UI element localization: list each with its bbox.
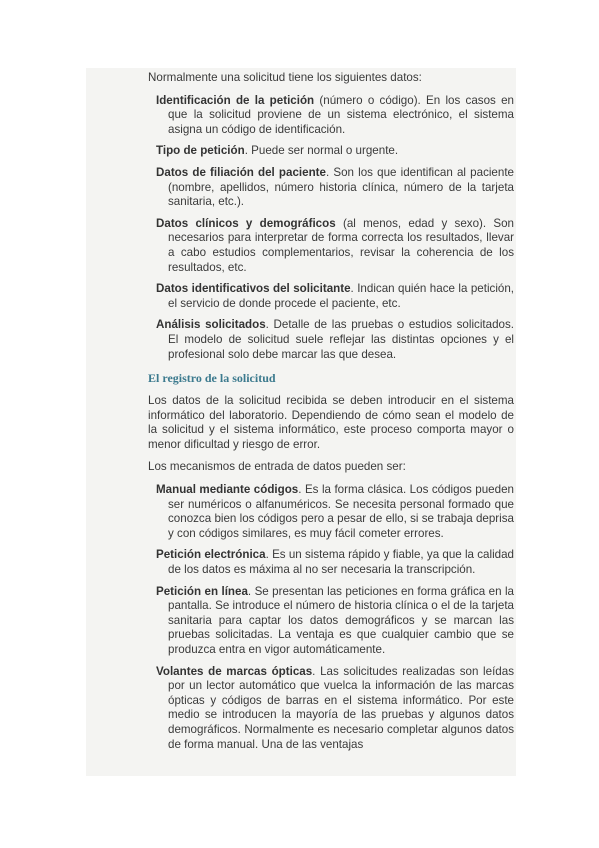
list-item xyxy=(156,282,514,311)
item-term: Datos clínicos y demográficos xyxy=(156,216,336,230)
list-item xyxy=(156,166,514,210)
list-item xyxy=(156,217,514,275)
item-separator: . xyxy=(265,548,273,562)
item-description: Es la forma clásica. Los códigos pueden ser numéricos o alfanuméricos. Se necesita personal formado que conozca bien los códigos pero a pesar de ello, si se trabaja deprisa y con códigos similares, es muy fácil cometer errores. xyxy=(168,483,514,540)
item-term: Análisis solicitados xyxy=(156,318,266,332)
request-data-list xyxy=(148,94,514,363)
item-term: Tipo de petición xyxy=(156,144,245,158)
item-separator: . xyxy=(265,318,274,332)
document-body xyxy=(148,71,514,759)
item-separator: . xyxy=(325,165,334,179)
list-item xyxy=(156,144,514,159)
item-separator: . xyxy=(244,144,252,158)
list-item xyxy=(156,483,514,541)
item-description: Las solicitudes realizadas son leídas por un lector automático que vuelca la información de las marcas ópticas y códigos de barras en el sistema informático. Por este medio se introducen la mayoría de las pruebas y algunos datos demográficos. Normalmente es necesario completar algunos datos de forma manual. Una de las ventajas xyxy=(168,664,514,751)
item-description: Puede ser normal o urgente. xyxy=(251,144,399,158)
item-term: Volantes de marcas ópticas xyxy=(156,664,313,678)
list-item xyxy=(156,585,514,658)
item-description: Es un sistema rápido y fiable, ya que la calidad de los datos es máxima al no ser necesaria la transcripción. xyxy=(168,548,514,577)
item-separator: . xyxy=(298,483,305,497)
list-item xyxy=(156,94,514,138)
item-term: Datos de filiación del paciente xyxy=(156,165,326,179)
item-description: (al menos, edad y sexo). Son necesarios para interpretar de forma correcta los resultados, llevar a cabo estudios complementarios, revisar la coherencia de los resultados, etc. xyxy=(168,216,514,274)
item-term: Petición en línea xyxy=(156,584,248,598)
intro-paragraph: Normalmente una solicitud tiene los siguientes datos: xyxy=(148,71,422,84)
input-mechanisms-list xyxy=(148,483,514,752)
item-description: Son los que identifican al paciente (nombre, apellidos, número historia clínica, número de la tarjeta sanitaria, etc.). xyxy=(168,165,515,209)
list-item xyxy=(156,665,514,753)
item-description: Se presentan las peticiones en forma gráfica en la pantalla. Se introduce el número de historia clínica o el de la tarjeta sanitaria para captar los datos demográficos y se marcan las pruebas solicitadas. La ventaja es que cualquier cambio que se produzca entra en vigor automáticamente. xyxy=(168,584,514,656)
item-description: Indican quién hace la petición, el servicio de donde procede el paciente, etc. xyxy=(168,282,515,310)
section-heading: El registro de la solicitud xyxy=(148,371,276,386)
item-description: (número o código). En los casos en que la solicitud proviene de un sistema electrónico, el sistema asigna un código de identificación. xyxy=(168,93,514,136)
item-separator xyxy=(336,217,343,230)
item-separator: . xyxy=(312,664,321,678)
list-item xyxy=(156,548,514,577)
item-term: Petición electrónica xyxy=(156,548,266,562)
item-term: Manual mediante códigos xyxy=(156,483,299,497)
list-item xyxy=(156,318,514,362)
item-separator: . xyxy=(350,282,358,296)
body-paragraph: Los mecanismos de entrada de datos pueden ser: xyxy=(148,460,406,474)
item-separator: . xyxy=(247,584,255,598)
item-description: Detalle de las pruebas o estudios solicitados. El modelo de solicitud suele reflejar las distintas opciones y el profesional solo debe marcar las que desea. xyxy=(168,318,514,361)
item-term: Datos identificativos del solicitante xyxy=(156,282,351,296)
body-paragraph: Los datos de la solicitud recibida se deben introducir en el sistema informático del laboratorio. Dependiendo de cómo sean el modelo de la solicitud y el sistema informático, este proceso comporta mayor o menor dificultad y riesgo de error. xyxy=(148,394,514,451)
item-term: Identificación de la petición xyxy=(156,93,315,107)
